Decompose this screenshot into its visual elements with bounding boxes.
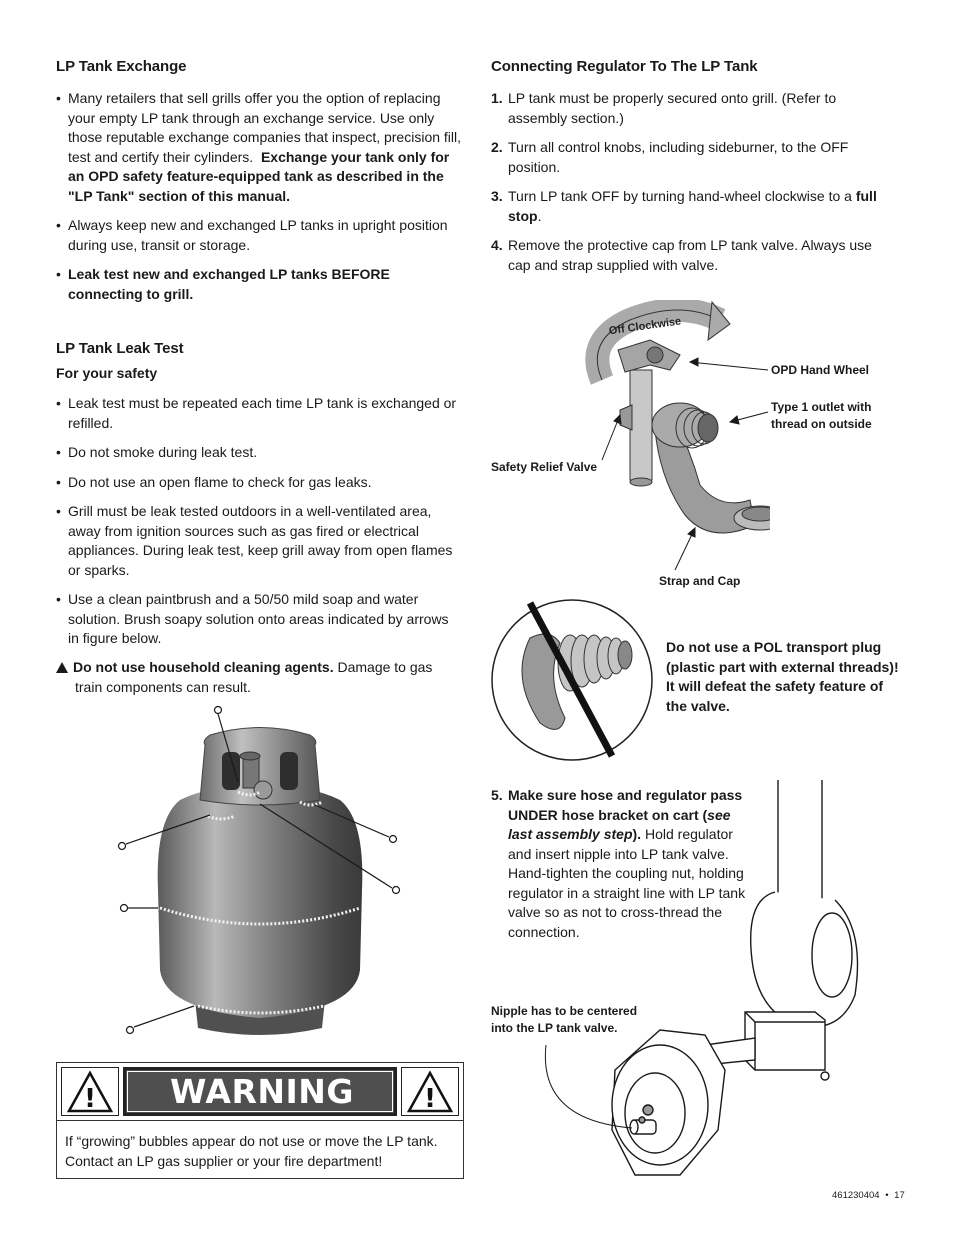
svg-text:!: ! xyxy=(424,1083,436,1114)
connect-step-4: 4. Remove the protective cap from LP tank valve. Always use cap and strap supplied with valve. xyxy=(491,237,872,273)
connect-step-2: 2. Turn all control knobs, including sideburner, to the OFF position. xyxy=(491,139,849,175)
leak-test-subheading: For your safety xyxy=(56,365,158,381)
exchange-bullet-2: • Always keep new and exchanged LP tanks in upright position during use, transit or storage. xyxy=(56,216,476,255)
leak-bullet-4: • Grill must be leak tested outdoors in a well-ventilated area, away from ignition sources such as gas fired or electrical appliances. During leak test, keep grill away from open flames or sparks. xyxy=(56,502,476,580)
caution-note: Do not use household cleaning agents. Damage to gas train components can result. xyxy=(56,658,476,697)
leak-bullet-2: • Do not smoke during leak test. xyxy=(56,443,476,463)
leak-bullet-5: • Use a clean paintbrush and a 50/50 mild soap and water solution. Brush soapy solution onto areas indicated by arrows in figure below. xyxy=(56,590,476,649)
label-safety-relief-valve: Safety Relief Valve xyxy=(491,460,598,474)
page-number: 17 xyxy=(894,1190,905,1201)
connect-heading: Connecting Regulator To The LP Tank xyxy=(491,58,758,75)
label-strap-and-cap: Strap and Cap xyxy=(659,574,741,588)
exchange-list xyxy=(56,89,476,314)
pol-plug-prohibited-illustration xyxy=(490,598,655,763)
label-nipple-centered: Nipple has to be centered into the LP tank valve. xyxy=(491,1004,638,1035)
document-code: 461230404 xyxy=(832,1190,880,1201)
exchange-bullet-1: • Many retailers that sell grills offer you the option of replacing your empty LP tank through an exchange service. Use only those reputable exchange companies that inspect, precision fill, test and certify their cylinders. Exchange your tank only for an OPD safety feature-equipped tank as described in the "LP Tank" section of this manual. xyxy=(56,89,476,206)
warning-triangle-icon xyxy=(401,1067,459,1116)
caution-triangle-icon xyxy=(56,662,68,673)
valve-leader-lines xyxy=(490,300,780,580)
warning-text: If “growing” bubbles appear do not use or move the LP tank. Contact an LP gas supplier or your fire department! xyxy=(65,1133,438,1169)
leak-test-list xyxy=(56,394,476,659)
leak-bullet-1: • Leak test must be repeated each time LP tank is exchanged or refilled. xyxy=(56,394,476,433)
label-type1-outlet: Type 1 outlet with thread on outside xyxy=(771,400,872,431)
connect-steps xyxy=(491,89,901,285)
warning-box xyxy=(56,1062,464,1179)
leak-bullet-3: • Do not use an open flame to check for gas leaks. xyxy=(56,473,476,493)
label-opd-hand-wheel: OPD Hand Wheel xyxy=(771,363,870,377)
warning-triangle-icon xyxy=(61,1067,119,1116)
warning-header xyxy=(57,1063,463,1121)
page-footer: 461230404 • 17 xyxy=(832,1190,905,1201)
connect-step-3: 3. Turn LP tank OFF by turning hand-wheel clockwise to a full stop. xyxy=(491,188,877,224)
svg-text:!: ! xyxy=(84,1083,96,1114)
exchange-bullet-3: • Leak test new and exchanged LP tanks BEFORE connecting to grill. xyxy=(56,265,476,304)
leak-test-heading: LP Tank Leak Test xyxy=(56,340,184,357)
connect-step-5: 5. Make sure hose and regulator pass UNDER hose bracket on cart (see last assembly step). Hold regulator and insert nipple into LP tank valve. Hand-tighten the coupling nut, holding regulator in a straight line with LP tank valve so as not to cross-thread the connection. xyxy=(491,787,746,940)
exchange-heading: LP Tank Exchange xyxy=(56,58,187,75)
regulator-illustration xyxy=(540,780,910,1185)
connect-step-1: 1. LP tank must be properly secured onto grill. (Refer to assembly section.) xyxy=(491,90,837,126)
pol-warning-text: Do not use a POL transport plug (plastic part with external threads)! It will defeat the safety feature of the valve. xyxy=(666,639,899,714)
svg-text:Off Clockwise: Off Clockwise xyxy=(608,315,682,338)
warning-title: WARNING xyxy=(123,1067,397,1116)
lp-tank-illustration xyxy=(110,700,420,1045)
